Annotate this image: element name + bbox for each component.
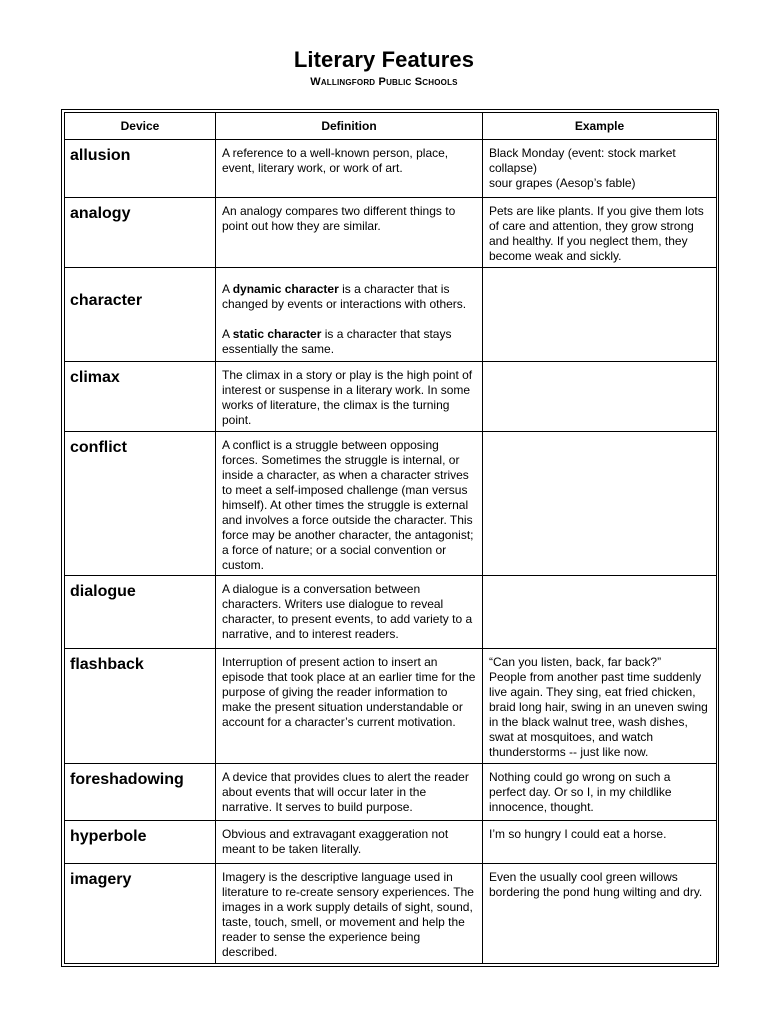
device-term: character [65,268,216,362]
example-line: “Can you listen, back, far back?” [489,655,662,669]
device-definition [216,268,483,362]
example-line: Even the usually cool green willows bordering the pond hung wilting and dry. [489,870,703,899]
device-example [483,764,717,821]
table-row [65,576,717,649]
device-term: dialogue [65,576,216,649]
definition-paragraph [222,282,476,312]
page-subtitle: Wallingford Public Schools [310,76,458,88]
column-header-example: Example [483,113,717,140]
device-definition: A dialogue is a conversation between characters. Writers use dialogue to reveal character, to present events, to add variety to a narrative, and to interest readers. [216,576,483,649]
table-row [65,432,717,576]
device-term: hyperbole [65,821,216,864]
device-definition: Obvious and extravagant exaggeration not meant to be taken literally. [216,821,483,864]
device-term: imagery [65,864,216,964]
device-definition: An analogy compares two different things to point out how they are similar. [216,198,483,268]
device-term: conflict [65,432,216,576]
device-example [483,864,717,964]
definition-text: is a character that stays essentially the same. [222,327,452,356]
device-definition: A reference to a well-known person, place, event, literary work, or work of art. [216,140,483,198]
example-line: Pets are like plants. If you give them lots of care and attention, they grow strong and healthy. If you neglect them, they become weak and sickly. [489,204,704,263]
device-definition: Imagery is the descriptive language used in literature to re-create sensory experiences. The images in a work supply details of sight, sound, taste, touch, smell, or movement and help the reader to sense the experience being described. [216,864,483,964]
definition-text: A [222,327,233,341]
example-line: Nothing could go wrong on such a perfect day. Or so I, in my childlike innocence, thought. [489,770,672,814]
table-row [65,268,717,362]
device-example [483,198,717,268]
device-example [483,140,717,198]
definition-text: is a character that is changed by events or interactions with others. [222,282,467,311]
device-term: climax [65,362,216,432]
device-term: flashback [65,649,216,764]
device-example [483,821,717,864]
table-row [65,140,717,198]
device-term: allusion [65,140,216,198]
page-title: Literary Features [293,47,475,72]
example-line: Black Monday (event: stock market collapse) [489,146,676,175]
device-example [483,362,717,432]
literary-features-table [64,112,717,964]
definition-text: A [222,282,233,296]
table-row [65,864,717,964]
device-term: analogy [65,198,216,268]
device-example [483,649,717,764]
table-row [65,649,717,764]
table-row [65,821,717,864]
example-line: sour grapes (Aesop’s fable) [489,176,636,190]
column-header-device: Device [65,113,216,140]
definition-bold-term: static character [232,327,322,341]
example-line: I’m so hungry I could eat a horse. [489,827,667,841]
device-example [483,432,717,576]
device-term: foreshadowing [65,764,216,821]
device-example [483,576,717,649]
definition-bold-term: dynamic character [232,282,339,296]
device-definition: A conflict is a struggle between opposing forces. Sometimes the struggle is internal, or inside a character, as when a character strives to meet a self-imposed challenge (man versus himself). At other times the struggle is external and involves a force outside the character. This force may be another character, the antagonist; a force of nature; or a social convention or custom. [216,432,483,576]
device-example [483,268,717,362]
device-definition: A device that provides clues to alert the reader about events that will occur later in the narrative. It serves to build purpose. [216,764,483,821]
example-line: People from another past time suddenly live again. They sing, eat fried chicken, braid long hair, swing in an uneven swing in the black walnut tree, wash dishes, swat at mosquitoes, and watch thunderstorms -- just like now. [489,670,708,759]
table-row [65,362,717,432]
device-definition: Interruption of present action to insert an episode that took place at an earlier time for the purpose of giving the reader information to make the present situation understandable or account for a character’s current motivation. [216,649,483,764]
table-row [65,198,717,268]
table-header-row [65,113,717,140]
column-header-definition: Definition [216,113,483,140]
definition-paragraph [222,327,476,357]
device-definition: The climax in a story or play is the high point of interest or suspense in a literary work. In some works of literature, the climax is the turning point. [216,362,483,432]
table-row [65,764,717,821]
